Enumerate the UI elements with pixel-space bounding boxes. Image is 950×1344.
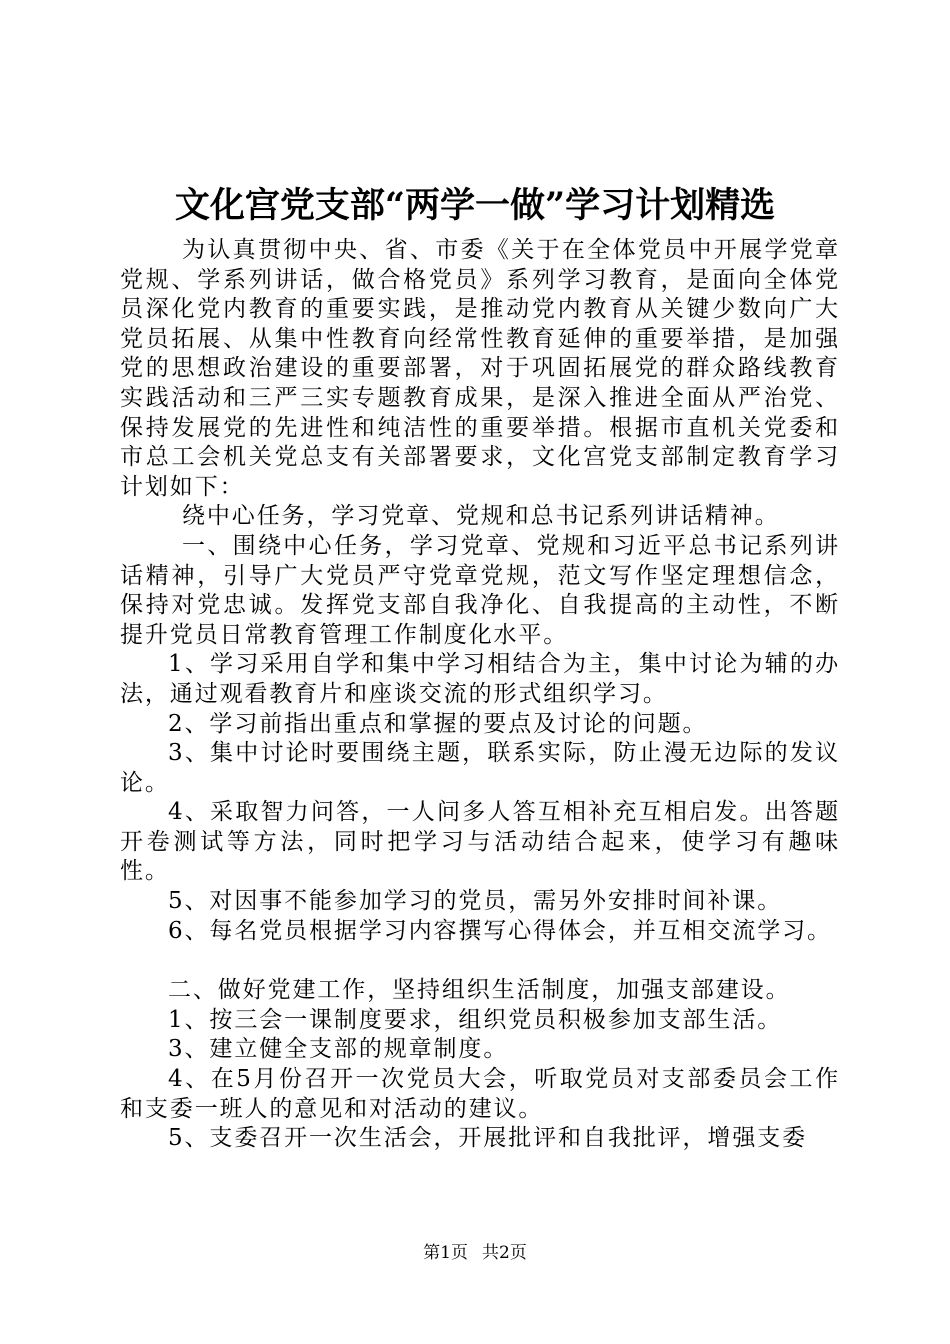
document-title: 文化宫党支部“两学一做”学习计划精选 — [174, 185, 776, 226]
list-item: 3、建立健全支部的规章制度。 — [168, 1036, 509, 1063]
list-item: 6、每名党员根据学习内容撰写心得体会，并互相交流学习。 — [168, 917, 832, 944]
paragraph-section-2: 二、做好党建工作，坚持组织生活制度，加强支部建设。 — [168, 977, 791, 1004]
page-total: 共2页 — [482, 1243, 527, 1263]
list-item: 4、采取智力问答，一人问多人答互相补充互相启发。出答题开卷测试等方法，同时把学习与活动结合起来，使学习有趣味性。 — [120, 799, 840, 885]
document-body — [120, 236, 840, 1154]
paragraph-summary: 绕中心任务，学习党章、党规和总书记系列讲话精神。 — [182, 503, 780, 530]
list-item: 1、学习采用自学和集中学习相结合为主，集中讨论为辅的办法，通过观看教育片和座谈交流的形式组织学习。 — [120, 651, 840, 707]
list-item: 3、集中讨论时要围绕主题，联系实际，防止漫无边际的发议论。 — [120, 740, 840, 796]
paragraph-gap — [120, 946, 840, 976]
list-item: 2、学习前指出重点和掌握的要点及讨论的问题。 — [168, 710, 708, 737]
list-item: 1、按三会一课制度要求，组织党员积极参加支部生活。 — [168, 1006, 783, 1033]
list-item: 5、对因事不能参加学习的党员，需另外安排时间补课。 — [168, 888, 783, 915]
paragraph-intro: 为认真贯彻中央、省、市委《关于在全体党员中开展学党章党规、学系列讲话，做合格党员》系列学习教育，是面向全体党员深化党内教育的重要实践，是推动党内教育从关键少数向广大党员拓展、从集中性教育向经常性教育延伸的重要举措，是加强党的思想政治建设的重要部署，对于巩固拓展党的群众路线教育实践活动和三严三实专题教育成果，是深入推进全面从严治党、保持发展党的先进性和纯洁性的重要举措。根据市直机关党委和市总工会机关党总支有关部署要求，文化宫党支部制定教育学习计划如下： — [120, 237, 840, 500]
list-item: 5、支委召开一次生活会，开展批评和自我批评，增强支委 — [168, 1125, 808, 1152]
list-item: 4、在5月份召开一次党员大会，听取党员对支部委员会工作和支委一班人的意见和对活动的建议。 — [120, 1066, 840, 1122]
page-number: 第1页 — [423, 1243, 468, 1263]
paragraph-section-1: 一、围绕中心任务，学习党章、党规和习近平总书记系列讲话精神，引导广大党员严守党章党规，范文写作坚定理想信念，保持对党忠诚。发挥党支部自我净化、自我提高的主动性，不断提升党员日常教育管理工作制度化水平。 — [120, 532, 840, 648]
page-footer — [0, 1242, 950, 1264]
